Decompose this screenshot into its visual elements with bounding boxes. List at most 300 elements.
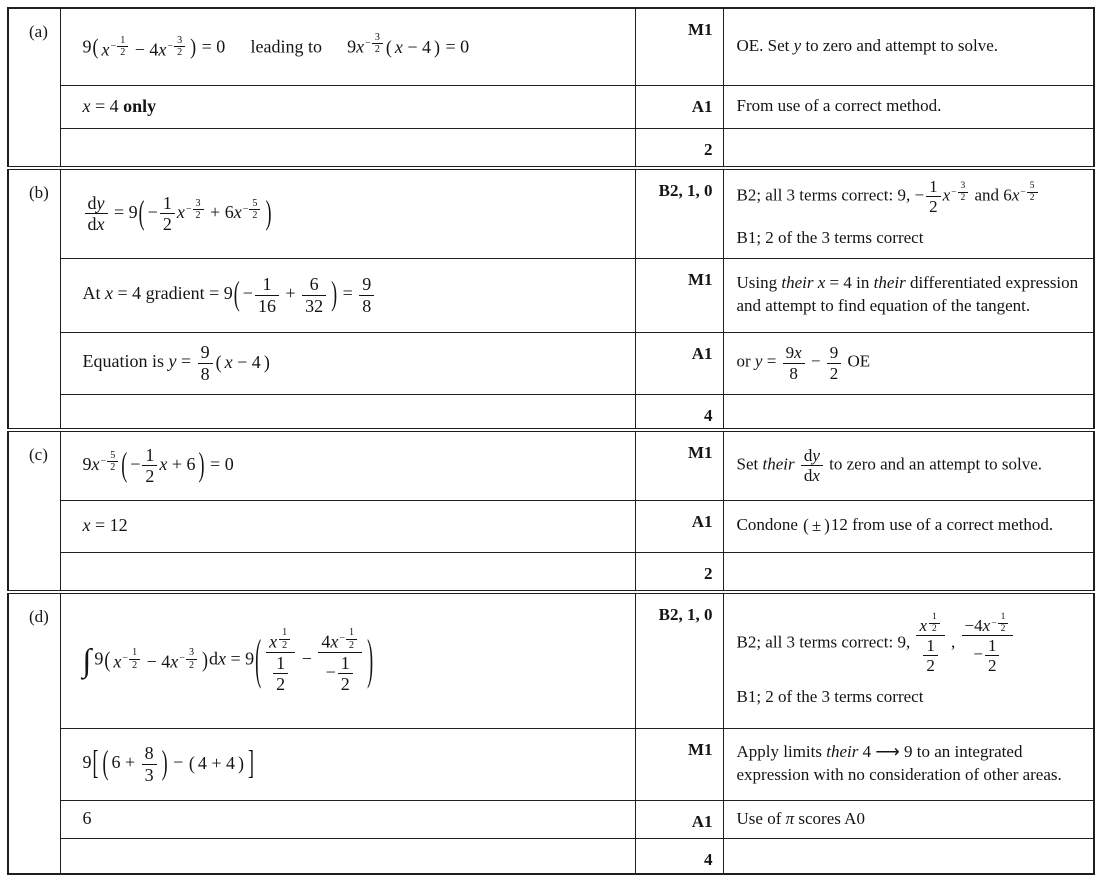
denominator <box>783 363 805 383</box>
math-text: = <box>338 283 358 304</box>
math-variable: x <box>919 616 928 636</box>
working-cell <box>60 8 635 85</box>
total-marks-cell: 2 <box>635 128 723 168</box>
math-text: = 0 <box>197 36 226 57</box>
mark-code-cell: B2, 1, 0 <box>635 168 723 258</box>
working-cell <box>60 332 635 394</box>
working-cell <box>60 168 635 258</box>
denominator <box>160 213 175 234</box>
denominator <box>255 295 279 316</box>
exponent <box>186 198 205 222</box>
numerator <box>359 274 374 294</box>
denominator <box>372 43 383 55</box>
math-variable: y <box>96 193 105 214</box>
open-bracket: ( <box>803 515 809 536</box>
numerator <box>273 653 288 673</box>
part-label: (a) <box>8 8 60 168</box>
math-variable: x <box>113 651 122 672</box>
exponent <box>278 627 291 651</box>
total-row <box>8 128 1094 168</box>
numerator <box>318 627 362 651</box>
denominator <box>249 209 260 221</box>
comment-cell <box>723 552 1094 592</box>
fraction <box>958 181 969 203</box>
section-d <box>8 592 1094 874</box>
math-text: 3 <box>195 197 201 209</box>
scheme-row <box>8 800 1094 838</box>
fraction <box>142 743 157 784</box>
math-variable: x <box>1011 185 1020 205</box>
math-text: = 12 <box>90 515 128 536</box>
exponent <box>928 612 941 634</box>
math-text: OE. Set <box>736 36 794 56</box>
fraction <box>249 198 260 222</box>
mark-code-cell: B2, 1, 0 <box>635 592 723 728</box>
math-text: 2 <box>120 47 126 59</box>
numerator <box>338 653 353 673</box>
math-text: to zero and attempt to solve. <box>801 36 999 56</box>
math-text: Condone <box>736 515 803 535</box>
math-variable: x <box>394 37 403 58</box>
fraction <box>160 193 175 234</box>
denominator <box>186 659 197 671</box>
math-text: = 4 in <box>825 273 874 293</box>
math-variable: x <box>269 631 278 652</box>
math-text: −4 <box>964 616 983 636</box>
mark-code-cell: A1 <box>635 500 723 552</box>
math-text: + 6 <box>205 201 234 222</box>
math-variable: x <box>224 352 233 373</box>
math-text: B1; 2 of the 3 terms correct <box>736 228 924 248</box>
math-text: d <box>209 648 218 669</box>
open-bracket: ( <box>138 193 145 232</box>
math-variable: their <box>873 273 906 293</box>
fraction <box>359 274 374 315</box>
math-text: 2 <box>1029 193 1035 204</box>
numerator <box>255 274 279 294</box>
math-text: − 4 <box>142 651 171 672</box>
fraction <box>916 612 944 675</box>
math-text: 1 <box>926 636 935 656</box>
comment-cell <box>723 258 1094 332</box>
math-text: 9 <box>82 36 92 57</box>
math-text: 8 <box>200 363 210 384</box>
denominator <box>923 655 938 675</box>
open-bracket: ( <box>188 752 195 774</box>
math-text: 2 <box>282 639 288 651</box>
integral-sign: ∫ <box>82 642 92 679</box>
fenced-group <box>138 193 273 234</box>
math-text: From use of a correct method. <box>736 96 942 116</box>
denominator <box>117 46 128 58</box>
part-label: (d) <box>8 592 60 874</box>
fraction <box>266 627 295 694</box>
exponent <box>991 612 1009 634</box>
math-text: = 0 <box>205 453 234 474</box>
math-text: + <box>280 283 301 304</box>
math-text: 2 <box>340 673 350 694</box>
math-text: 2 <box>929 197 938 217</box>
open-bracket: ( <box>385 36 392 59</box>
exponent <box>243 198 262 222</box>
denominator <box>193 209 204 221</box>
part-label: (c) <box>8 430 60 592</box>
fraction <box>117 35 128 59</box>
total-marks-cell: 4 <box>635 838 723 874</box>
math-text: 2 <box>276 673 286 694</box>
close-bracket: ) <box>190 35 197 60</box>
math-text: d <box>87 214 97 235</box>
math-text: + 6 <box>167 453 196 474</box>
fenced-group <box>92 743 255 784</box>
math-variable: x <box>330 631 339 652</box>
exponent <box>179 647 198 671</box>
denominator <box>85 213 108 234</box>
math-variable: x <box>96 214 105 235</box>
part-label: (b) <box>8 168 60 430</box>
math-text: − <box>339 633 346 645</box>
math-text: B2; all 3 terms correct: 9, − <box>736 185 925 205</box>
comment-cell <box>723 394 1094 430</box>
math-text: 5 <box>1029 181 1035 192</box>
math-text: B1; 2 of the 3 terms correct <box>736 687 924 707</box>
math-variable: x <box>942 185 951 205</box>
math-text: At <box>82 283 105 304</box>
comment-cell <box>723 332 1094 394</box>
math-text: 8 <box>362 295 372 316</box>
exponent <box>365 32 384 56</box>
math-variable: x <box>170 651 179 672</box>
denominator <box>916 635 944 675</box>
math-text: − <box>167 40 174 52</box>
working-cell <box>60 800 635 838</box>
math-text: scores A0 <box>794 808 865 828</box>
fraction <box>85 193 108 234</box>
math-text: 2 <box>195 209 201 221</box>
section-b <box>8 168 1094 430</box>
denominator <box>174 46 185 58</box>
math-variable: x <box>158 39 167 60</box>
math-text: 3 <box>177 34 183 46</box>
scheme-row <box>8 258 1094 332</box>
math-text: 1 <box>282 627 288 639</box>
math-variable: y <box>812 446 820 466</box>
math-text: d <box>803 446 813 466</box>
math-text: − 4 <box>402 37 432 58</box>
math-text: 2 <box>829 363 839 383</box>
denominator <box>1027 192 1038 204</box>
math-text: 9 <box>347 36 357 57</box>
denominator <box>827 363 842 383</box>
math-text: = 0 <box>441 36 470 57</box>
fraction <box>801 446 823 485</box>
numerator <box>929 612 940 623</box>
working-cell <box>60 85 635 128</box>
comment-cell <box>723 8 1094 85</box>
math-text: 1 <box>932 612 937 623</box>
fraction <box>827 343 842 382</box>
math-variable: x <box>176 201 185 222</box>
working-cell <box>60 258 635 332</box>
math-text: 1 <box>929 177 938 197</box>
math-text: 5 <box>110 449 116 461</box>
math-text: 2 <box>132 659 138 671</box>
math-text: 16 <box>257 295 276 316</box>
mark-code-cell: M1 <box>635 430 723 500</box>
numerator <box>372 32 383 43</box>
math-text: − <box>147 201 158 222</box>
fenced-group <box>92 35 198 62</box>
denominator <box>926 196 941 216</box>
math-text: 4 ⟶ 9 to an integrated expression with no consideration of other areas. <box>736 742 1062 784</box>
math-text: 2 <box>188 659 194 671</box>
denominator <box>266 652 295 694</box>
math-text: , <box>946 632 960 652</box>
fraction <box>174 35 185 59</box>
fenced-group <box>802 515 831 538</box>
denominator <box>129 659 140 671</box>
numerator <box>198 342 213 362</box>
numerator <box>266 627 295 651</box>
math-text: 3 <box>188 647 194 659</box>
open-bracket: [ <box>92 743 99 782</box>
numerator <box>193 198 204 209</box>
scheme-row <box>8 332 1094 394</box>
math-text: 1 <box>1000 612 1006 623</box>
math-text: 2 <box>145 466 155 487</box>
close-bracket: ) <box>367 628 374 690</box>
fraction <box>193 198 204 222</box>
math-text: 2 <box>960 193 966 204</box>
math-text: 3 <box>374 31 380 43</box>
math-text: − <box>951 187 957 198</box>
mark-scheme-table <box>7 7 1095 875</box>
math-variable: x <box>218 648 226 669</box>
denominator <box>142 764 157 785</box>
math-text: 1 <box>120 34 126 46</box>
math-text: Equation is <box>82 351 169 372</box>
denominator <box>985 655 1000 675</box>
numerator <box>142 445 157 465</box>
math-text: Set <box>736 454 763 474</box>
math-text: Using <box>736 273 782 293</box>
numerator <box>160 193 175 213</box>
comment-cell <box>723 430 1094 500</box>
fenced-group <box>254 627 374 694</box>
total-row <box>8 552 1094 592</box>
denominator <box>107 461 118 473</box>
comment-cell <box>723 500 1094 552</box>
fraction <box>255 274 279 315</box>
open-bracket: ( <box>255 628 262 690</box>
line-break <box>737 675 1084 686</box>
close-bracket: ) <box>198 445 205 484</box>
close-bracket: ] <box>247 743 254 782</box>
exponent <box>167 35 186 59</box>
mark-code-cell: A1 <box>635 85 723 128</box>
math-text: Use of <box>736 808 786 828</box>
math-text: 1 <box>262 274 272 295</box>
scheme-row <box>8 500 1094 552</box>
scheme-row <box>8 430 1094 500</box>
close-bracket: ) <box>824 515 830 536</box>
math-text: and 6 <box>970 185 1012 205</box>
working-cell <box>60 430 635 500</box>
exponent <box>122 647 141 671</box>
fraction <box>302 274 326 315</box>
fenced-group <box>385 36 441 59</box>
mark-code-cell: A1 <box>635 332 723 394</box>
math-variable: x <box>101 39 110 60</box>
numerator <box>129 647 140 658</box>
math-variable: their <box>762 454 795 474</box>
denominator <box>929 623 940 635</box>
mark-code-cell: A1 <box>635 800 723 838</box>
exponent <box>339 627 358 651</box>
comment-cell <box>723 800 1094 838</box>
math-text: 1 <box>132 647 138 659</box>
math-text: 2 <box>177 47 183 59</box>
fenced-group <box>188 752 245 775</box>
fraction <box>372 32 383 56</box>
numerator <box>186 647 197 658</box>
numerator <box>117 35 128 46</box>
math-text: 2 <box>1000 623 1006 634</box>
fraction <box>346 627 357 651</box>
math-variable: π <box>785 808 795 828</box>
math-text: = <box>176 351 196 372</box>
math-text: = 4 <box>90 95 124 116</box>
numerator <box>985 636 1000 655</box>
numerator <box>923 636 938 655</box>
math-text: OE <box>843 351 871 371</box>
scheme-row <box>8 728 1094 800</box>
denominator <box>142 465 157 486</box>
open-bracket: ( <box>92 35 99 60</box>
fraction <box>962 612 1014 675</box>
math-variable: x <box>356 36 365 57</box>
close-bracket: ) <box>265 193 272 232</box>
fraction <box>1027 181 1038 203</box>
fenced-group <box>102 743 169 784</box>
math-text: 1 <box>349 627 355 639</box>
spacer <box>225 35 250 58</box>
math-text: 6 <box>309 274 319 295</box>
math-text: 1 <box>145 445 155 466</box>
numerator <box>85 193 108 213</box>
math-text: 2 <box>926 656 935 676</box>
math-text: − <box>179 653 185 665</box>
math-text: = 4 gradient = 9 <box>113 283 233 304</box>
fraction <box>142 445 157 486</box>
open-bracket: ( <box>102 743 109 782</box>
comment-cell <box>723 728 1094 800</box>
working-cell <box>60 128 635 168</box>
math-variable: y <box>754 351 763 371</box>
math-variable: x <box>82 95 91 116</box>
numerator <box>249 198 260 209</box>
math-text: ± <box>811 515 822 535</box>
math-text: 4 <box>321 631 331 652</box>
math-text: − <box>1020 187 1026 198</box>
comment-cell <box>723 592 1094 728</box>
fraction <box>783 343 805 382</box>
math-text: 1 <box>162 193 172 214</box>
numerator <box>827 343 842 362</box>
open-bracket: ( <box>104 647 111 673</box>
fraction <box>926 177 941 216</box>
mark-code-cell: M1 <box>635 258 723 332</box>
math-text: − <box>806 351 825 371</box>
numerator <box>783 343 805 362</box>
numerator <box>962 612 1014 635</box>
comment-cell <box>723 838 1094 874</box>
math-text: − <box>325 661 336 682</box>
math-text: 8 <box>144 743 154 764</box>
mark-code-cell: M1 <box>635 8 723 85</box>
section-a <box>8 8 1094 168</box>
math-variable: their <box>826 742 859 762</box>
working-cell <box>60 500 635 552</box>
math-variable: x <box>91 453 100 474</box>
numerator <box>107 450 118 461</box>
denominator <box>279 639 290 651</box>
scheme-row <box>8 85 1094 128</box>
scheme-row <box>8 168 1094 258</box>
math-text: − <box>122 653 129 665</box>
math-text: 2 <box>932 623 937 634</box>
bold-text: only <box>123 95 157 116</box>
math-text: d <box>87 193 97 214</box>
numerator <box>916 612 944 635</box>
math-variable: x <box>817 273 826 293</box>
numerator <box>958 181 969 192</box>
section-c <box>8 430 1094 592</box>
math-variable: x <box>82 515 91 536</box>
exponent <box>951 181 969 203</box>
spacer <box>322 35 347 58</box>
math-text: B2; all 3 terms correct: 9, <box>736 632 915 652</box>
open-bracket: ( <box>215 351 222 373</box>
math-variable: x <box>233 201 242 222</box>
total-row <box>8 838 1094 874</box>
scheme-row <box>8 592 1094 728</box>
fenced-group <box>103 647 209 674</box>
math-variable: x <box>982 616 991 636</box>
denominator <box>801 465 823 485</box>
denominator <box>198 363 213 384</box>
math-text: 3 <box>960 181 966 192</box>
open-bracket: ( <box>233 274 240 313</box>
math-text: 1 <box>276 652 286 673</box>
math-text: 12 from use of a correct method. <box>830 515 1054 535</box>
math-text: differentiated expression and attempt to find equation of the tangent. <box>736 273 1079 315</box>
math-text: 2 <box>374 44 380 56</box>
fraction <box>923 636 938 675</box>
math-text: d <box>803 466 813 486</box>
fraction <box>998 612 1009 634</box>
exponent <box>101 450 120 474</box>
fenced-group <box>215 351 271 374</box>
numerator <box>801 446 823 465</box>
exponent <box>111 35 130 59</box>
math-text: 1 <box>987 636 997 656</box>
numerator <box>174 35 185 46</box>
fraction <box>338 653 353 694</box>
close-bracket: ) <box>263 351 270 373</box>
math-text: to zero and an attempt to solve. <box>824 454 1043 474</box>
denominator <box>318 652 362 694</box>
